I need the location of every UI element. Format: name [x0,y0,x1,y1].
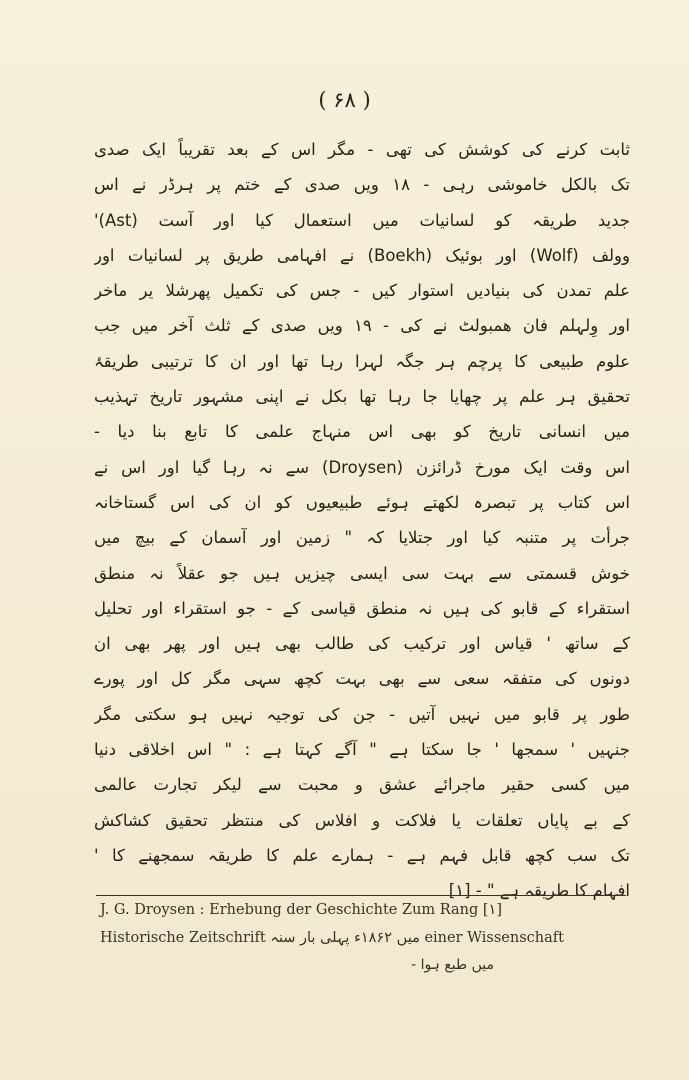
text-line: علوم طبیعی کا پرچم ہر جگہ لہرا رہا تھا اور ان کا ترتیبی طریقۂ [94,351,630,371]
text-line: اور وِلہلم فان ھمبولٹ نے کی - ۱۹ ویں صدی کے ثلث آخر میں جب [94,316,630,336]
text-line: ثابت کرنے کی کوشش کی تھی - مگر اس کے بعد تقریباً ایک صدی [94,140,630,159]
text-line: استقراء کے قابو کی ہیں نہ منطق قیاسی کے - جو استقراء اور تحلیل [94,598,630,618]
text-line: دونوں کی متفقہ سعی سے بھی بہت کچھ سہی مگر کل اور پورے [94,669,630,689]
footnote-line: Historische Zeitschrift میں ۱۸۶۲ء پہلی بار سنہ einer Wissenschaft [100,930,564,946]
text-line: کے بے پایاں تعلقات یا فلاکت و افلاس کی منتظر تحقیق کشاکش [94,810,630,830]
text-line: میں انسانی تاریخ کو بھی اس منہاج علمی کا تابع بنا دیا - [94,422,630,442]
text-line: وولف (Wolf) اور بوئیک (Boekh) نے افہامی طریق پر لسانیات اور [94,245,630,265]
text-line: جنہیں ' سمجھا ' جا سکتا ہے " آگے کہتا ہے : " اس اخلاقی دنیا [94,740,630,760]
text-line: تک سب کچھ قابل فہم ہے - ہمارے علم کا طریقہ سمجھنے کا ' [94,845,630,865]
text-line: اس وقت ایک مورخ ڈرائزن (Droysen) سے نہ رہا گیا اور اس نے [94,457,630,477]
footnote-line: J. G. Droysen : Erhebung der Geschichte Zum Rang [۱] [100,902,502,918]
text-line: میں کسی حقیر ماجرائے عشق و محبت سے لیکر تجارت عالمی [94,775,630,795]
footnote-divider [96,895,626,896]
body-text [94,132,630,909]
text-line: خوش قسمتی سے بہت سی ایسی چیزیں ہیں جو عقلاً نہ منطق [94,563,630,583]
text-line: اس کتاب پر تبصرہ لکھتے ہوئے طبیعیوں کو ان کی اس گستاخانہ [94,492,630,512]
text-line: طور پر قابو میں نہیں آتیں - جن کی توجیہ نہیں ہو سکتی مگر [94,704,630,724]
text-line: جرأت پر متنبہ کیا اور جتلایا کہ " زمین اور آسمان کے بیچ میں [94,528,630,548]
text-line: کے ساتھ ' قیاس اور ترکیب کی طالب بھی ہیں اور پھر بھی ان [94,634,630,654]
page-number: ( ۶۸ ) [318,88,371,112]
text-line: جدید طریقہ کو لسانیات میں استعمال کیا اور آست (Ast)' [94,210,630,230]
text-line: تک بالکل خاموشی رہی - ۱۸ ویں صدی کے ختم پر ہرڈر نے اس [94,175,630,195]
text-line-last: افہام کا طریقہ ہے " - [۱] [448,881,630,901]
text-line: علم تمدن کی بنیادیں استوار کیں - جس کی تکمیل پھرشلا یر ماخر [94,281,630,301]
footnote-line: میں طبع ہوا - [411,957,494,973]
text-line: تحقیق ہر علم پر چھایا جا رہا تھا بکل نے اپنی مشہور تاریخ تہذیب [94,387,630,407]
